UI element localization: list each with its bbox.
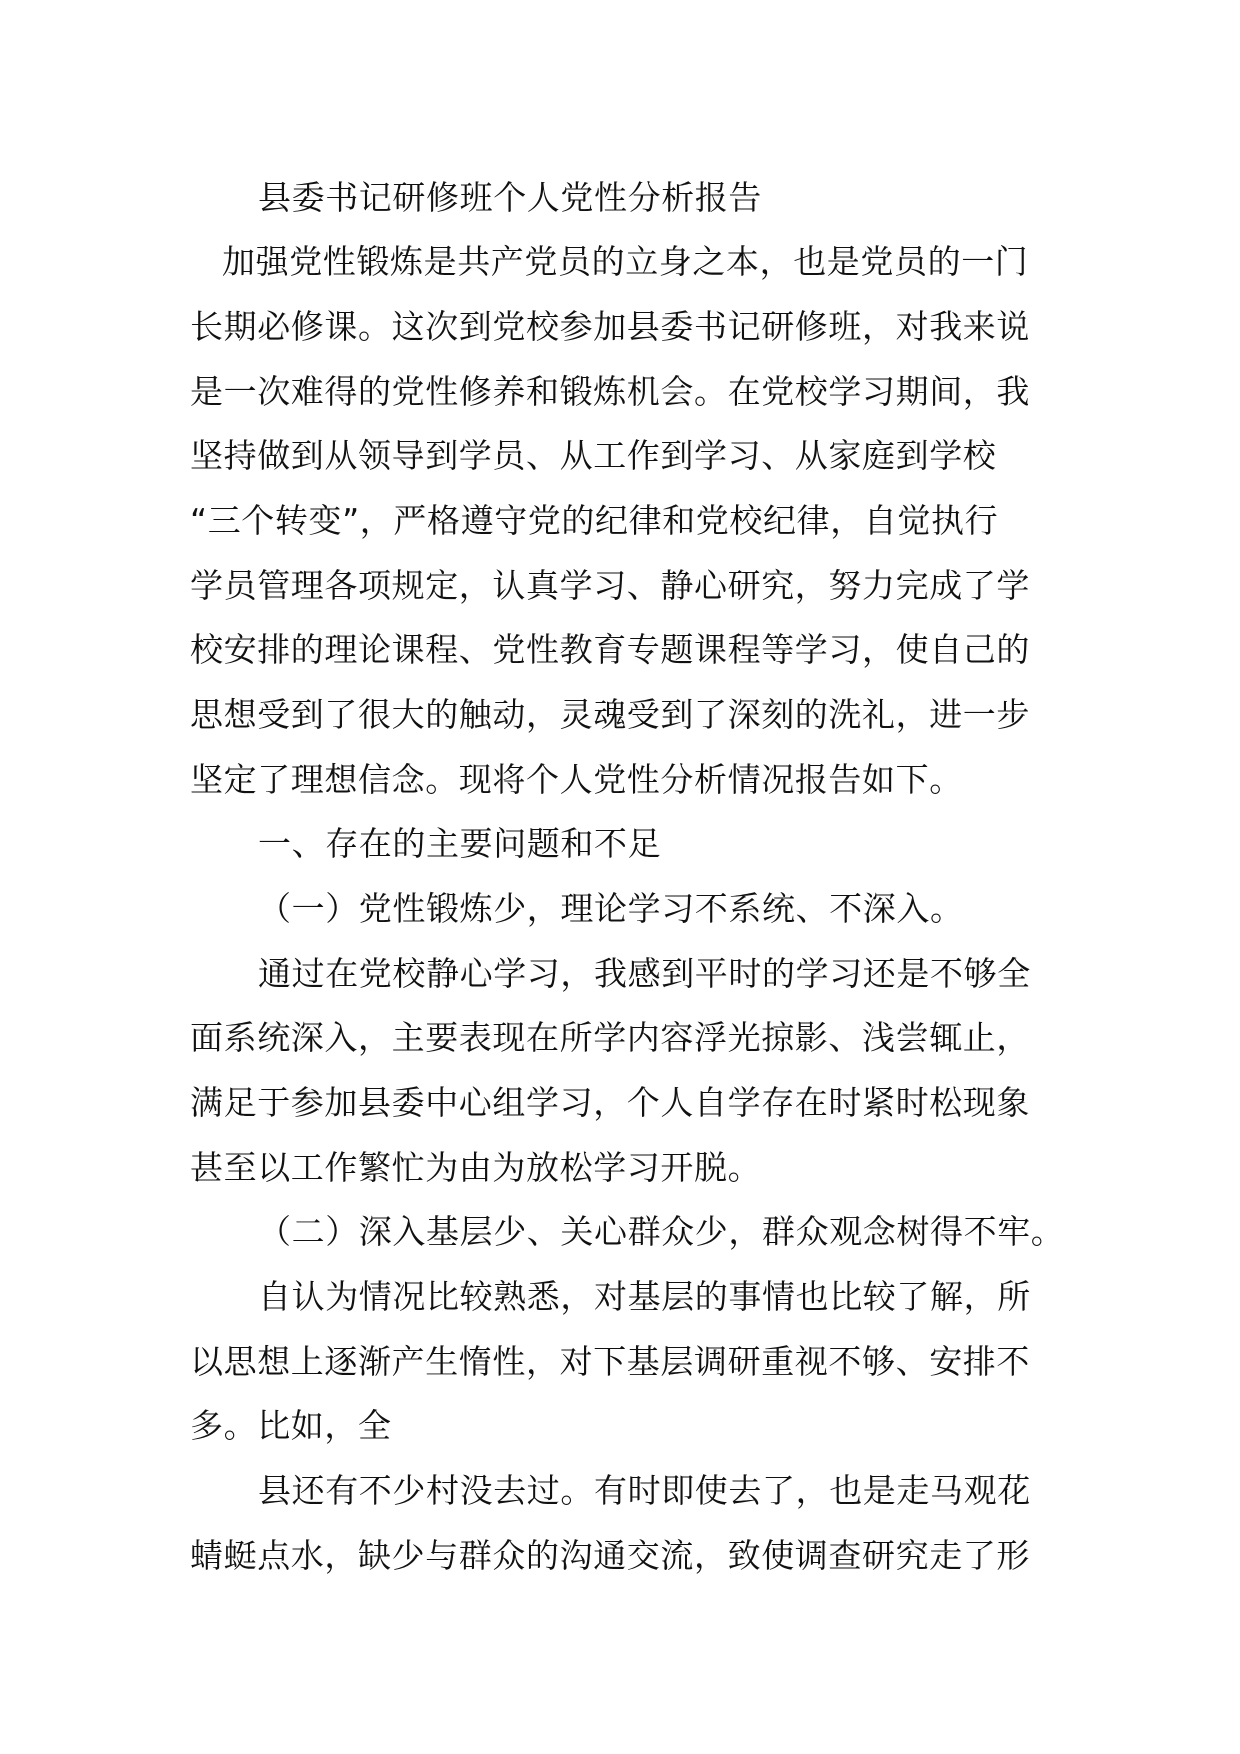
paragraph-line: 自认为情况比较熟悉，对基层的事情也比较了解，所 (258, 1277, 1031, 1316)
paragraph-line: 蜻蜓点水，缺少与群众的沟通交流，致使调查研究走了形 (190, 1536, 1030, 1575)
paragraph-line: 面系统深入，主要表现在所学内容浮光掠影、浅尝辄止， (190, 1018, 1030, 1057)
paragraph-line: 加强党性锻炼是共产党员的立身之本，也是党员的一门 (222, 242, 1029, 281)
document-title: 县委书记研修班个人党性分析报告 (258, 178, 762, 217)
paragraph-line: 甚至以工作繁忙为由为放松学习开脱。 (190, 1148, 762, 1187)
subsection-heading: （二）深入基层少、关心群众少，群众观念树得不牢。 (258, 1212, 1065, 1251)
paragraph-line: 学员管理各项规定，认真学习、静心研究，努力完成了学 (190, 566, 1030, 605)
paragraph-line: 多。比如，全 (190, 1406, 392, 1445)
section-heading: 一、存在的主要问题和不足 (258, 824, 662, 863)
paragraph-line: 满足于参加县委中心组学习，个人自学存在时紧时松现象 (190, 1083, 1030, 1122)
paragraph-line: 长期必修课。这次到党校参加县委书记研修班，对我来说 (190, 307, 1030, 346)
paragraph-line: 校安排的理论课程、党性教育专题课程等学习，使自己的 (190, 630, 1030, 669)
paragraph-line: 通过在党校静心学习，我感到平时的学习还是不够全 (258, 954, 1031, 993)
paragraph-line: 坚定了理想信念。现将个人党性分析情况报告如下。 (190, 760, 963, 799)
paragraph-line: 坚持做到从领导到学员、从工作到学习、从家庭到学校 (190, 436, 997, 475)
paragraph-line: 是一次难得的党性修养和锻炼机会。在党校学习期间，我 (190, 372, 1030, 411)
paragraph-line: 以思想上逐渐产生惰性，对下基层调研重视不够、安排不 (190, 1342, 1030, 1381)
paragraph-line: 思想受到了很大的触动，灵魂受到了深刻的洗礼，进一步 (190, 695, 1030, 734)
paragraph-line: “三个转变”，严格遵守党的纪律和党校纪律，自觉执行 (190, 501, 999, 540)
paragraph-line: 县还有不少村没去过。有时即使去了，也是走马观花 (258, 1471, 1031, 1510)
subsection-heading: （一）党性锻炼少，理论学习不系统、不深入。 (258, 889, 964, 928)
